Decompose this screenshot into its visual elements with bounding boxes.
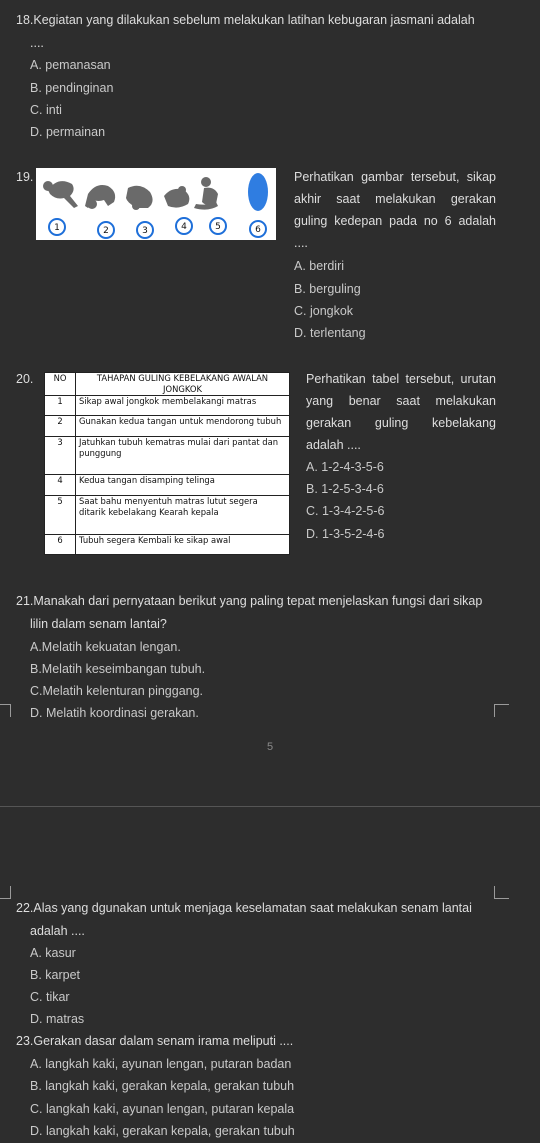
q19-option-b: B. berguling <box>294 282 361 296</box>
q19-line-1: Perhatikan gambar tersebut, sikap <box>294 170 496 184</box>
figure-label-5: 5 <box>215 222 221 232</box>
q19-line-2: akhir saat melakukan gerakan <box>294 192 496 206</box>
q23-option-d: D. langkah kaki, gerakan kepala, gerakan tubuh <box>30 1124 295 1138</box>
table-header-no: NO <box>45 373 76 396</box>
table-row <box>45 416 290 436</box>
q21-option-d: D. Melatih koordinasi gerakan. <box>30 706 199 720</box>
q20-option-b: B. 1-2-5-3-4-6 <box>306 482 384 496</box>
question-18-dots: .... <box>30 36 44 50</box>
question-20-number: 20. <box>16 372 34 386</box>
question-23-text: 23.Gerakan dasar dalam senam irama meliputi .... <box>16 1034 294 1048</box>
q20-line-4: adalah .... <box>306 438 361 452</box>
question-22-text-cont: adalah .... <box>30 924 85 938</box>
q22-option-b: B. karpet <box>30 968 81 982</box>
figure-label-1: 1 <box>54 223 60 233</box>
q18-option-b: B. pendinginan <box>30 81 114 95</box>
page-number: 5 <box>266 741 274 753</box>
q22-option-c: C. tikar <box>30 990 70 1004</box>
q21-option-c: C.Melatih kelenturan pinggang. <box>30 684 204 698</box>
forward-roll-illustration <box>36 168 276 240</box>
q21-option-b: B.Melatih keseimbangan tubuh. <box>30 662 206 676</box>
table-cell-no: 4 <box>45 475 76 495</box>
question-21-text-cont: lilin dalam senam lantai? <box>30 617 167 631</box>
question-18-text: 18.Kegiatan yang dilakukan sebelum melakukan latihan kebugaran jasmani adalah <box>16 13 475 27</box>
table-cell-no: 3 <box>45 436 76 475</box>
q19-option-d: D. terlentang <box>294 326 366 340</box>
figure-label-6: 6 <box>255 225 261 235</box>
question-19-number: 19. <box>16 170 34 184</box>
q20-option-a: A. 1-2-4-3-5-6 <box>306 460 384 474</box>
table-row <box>45 495 290 534</box>
crop-mark-top-left <box>0 704 11 717</box>
q20-line-2: yang benar saat melakukan <box>306 394 496 408</box>
table-cell-step: Sikap awal jongkok membelakangi matras <box>76 396 290 416</box>
q20-option-d: D. 1-3-5-2-4-6 <box>306 527 385 541</box>
table-row <box>45 396 290 416</box>
page-break-divider <box>0 806 540 807</box>
q20-line-3: gerakan guling kebelakang <box>306 416 496 430</box>
q19-line-4: .... <box>294 236 308 250</box>
table-cell-no: 2 <box>45 416 76 436</box>
q18-option-c: C. inti <box>30 103 62 117</box>
table-cell-step: Kedua tangan disamping telinga <box>76 475 290 495</box>
table-row <box>45 534 290 554</box>
table-header-steps: TAHAPAN GULING KEBELAKANG AWALAN JONGKOK <box>76 373 290 396</box>
q19-option-a: A. berdiri <box>294 259 345 273</box>
table-cell-step: Gunakan kedua tangan untuk mendorong tubuh <box>76 416 290 436</box>
q18-option-d: D. permainan <box>30 125 106 139</box>
table-cell-no: 6 <box>45 534 76 554</box>
q19-option-c: C. jongkok <box>294 304 354 318</box>
q18-option-a: A. pemanasan <box>30 58 111 72</box>
q22-option-d: D. matras <box>30 1012 85 1026</box>
table-cell-step: Tubuh segera Kembali ke sikap awal <box>76 534 290 554</box>
figure-label-4: 4 <box>181 222 187 232</box>
table-row <box>45 475 290 495</box>
table-cell-no: 5 <box>45 495 76 534</box>
q23-option-a: A. langkah kaki, ayunan lengan, putaran badan <box>30 1057 292 1071</box>
crop-mark-top-right <box>494 704 509 717</box>
back-roll-steps-table <box>44 372 290 555</box>
q23-option-b: B. langkah kaki, gerakan kepala, gerakan tubuh <box>30 1079 295 1093</box>
q23-option-c: C. langkah kaki, ayunan lengan, putaran kepala <box>30 1102 295 1116</box>
q21-option-a: A.Melatih kekuatan lengan. <box>30 640 181 654</box>
table-header-row <box>45 373 290 396</box>
question-22-text: 22.Alas yang dgunakan untuk menjaga keselamatan saat melakukan senam lantai <box>16 901 472 915</box>
crop-mark-bottom-right <box>494 886 509 899</box>
table-row <box>45 436 290 475</box>
table-cell-no: 1 <box>45 396 76 416</box>
q22-option-a: A. kasur <box>30 946 76 960</box>
q20-option-c: C. 1-3-4-2-5-6 <box>306 504 385 518</box>
table-cell-step: Jatuhkan tubuh kematras mulai dari pantat dan punggung <box>76 436 290 475</box>
question-21-text: 21.Manakah dari pernyataan berikut yang paling tepat menjelaskan fungsi dari sikap <box>16 594 483 608</box>
figure-label-2: 2 <box>103 226 109 236</box>
q19-line-3: guling kedepan pada no 6 adalah <box>294 214 496 228</box>
forward-roll-figures <box>36 168 276 240</box>
q20-line-1: Perhatikan tabel tersebut, urutan <box>306 372 496 386</box>
table-cell-step: Saat bahu menyentuh matras lutut segera ditarik kebelakang Kearah kepala <box>76 495 290 534</box>
figure-label-3: 3 <box>142 226 148 236</box>
crop-mark-bottom-left <box>0 886 11 899</box>
